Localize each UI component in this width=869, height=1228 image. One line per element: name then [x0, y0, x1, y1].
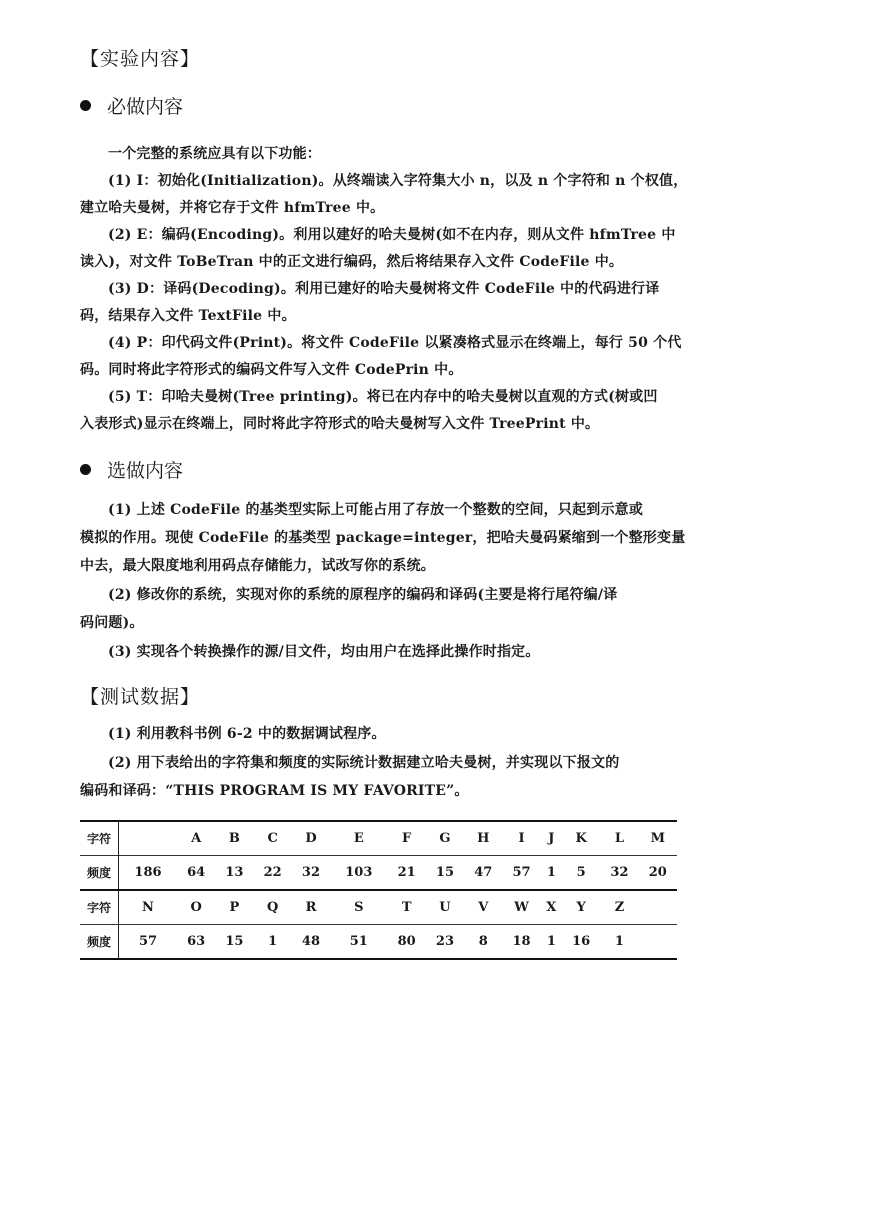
table-cell: C	[254, 821, 292, 856]
table-cell: V	[464, 890, 502, 925]
table-cell: B	[215, 821, 253, 856]
table-cell: 15	[215, 925, 253, 960]
table-cell: 1	[600, 925, 638, 960]
table-cell: 23	[426, 925, 464, 960]
char-header-cell: 字符	[80, 821, 119, 856]
required-line: (5) T：印哈夫曼树(Tree printing)。将已在内存中的哈夫曼树以直观的方式(树或凹	[108, 389, 658, 405]
optional-heading	[80, 456, 183, 483]
bullet-icon	[80, 100, 91, 111]
table-cell: 57	[502, 856, 540, 891]
table-cell	[639, 890, 677, 925]
optional-line: (2) 修改你的系统，实现对你的系统的原程序的编码和译码(主要是将行尾符编/译	[108, 587, 618, 603]
table-cell: 16	[562, 925, 600, 960]
table-cell: 80	[388, 925, 426, 960]
table-cell: S	[330, 890, 387, 925]
optional-line: (3) 实现各个转换操作的源/目文件，均由用户在选择此操作时指定。	[108, 644, 540, 660]
table-cell: 5	[562, 856, 600, 891]
table-cell: A	[177, 821, 215, 856]
table-cell: P	[215, 890, 253, 925]
section-title-content: 【实验内容】	[80, 48, 201, 70]
required-line: (2) E：编码(Encoding)。利用以建好的哈夫曼树(如不在内存，则从文件 hfmTree 中	[108, 227, 676, 243]
table-cell: I	[502, 821, 540, 856]
table-cell: F	[388, 821, 426, 856]
freq-header-cell: 频度	[80, 925, 119, 960]
optional-line: 码问题)。	[80, 615, 144, 631]
table-cell: 186	[119, 856, 177, 891]
required-line: 码。同时将此字符形式的编码文件写入文件 CodePrin 中。	[80, 362, 463, 378]
table-cell	[119, 821, 177, 856]
optional-title: 选做内容	[107, 460, 184, 482]
section-title-test: 【测试数据】	[80, 686, 201, 708]
required-line: (4) P：印代码文件(Print)。将文件 CodeFile 以紧凑格式显示在终端上，每行 50 个代	[108, 335, 682, 351]
table-cell: G	[426, 821, 464, 856]
table-cell: 32	[600, 856, 638, 891]
table-cell: 57	[119, 925, 177, 960]
test-line: (1) 利用教科书例 6-2 中的数据调试程序。	[108, 726, 386, 742]
table-cell: D	[292, 821, 330, 856]
required-line: 入表形式)显示在终端上，同时将此字符形式的哈夫曼树写入文件 TreePrint 中。	[80, 416, 600, 432]
table-cell: 64	[177, 856, 215, 891]
table-cell: E	[330, 821, 387, 856]
table-row	[80, 890, 677, 925]
table-cell: 1	[541, 925, 562, 960]
table-cell: H	[464, 821, 502, 856]
table-cell: K	[562, 821, 600, 856]
optional-line: 模拟的作用。现使 CodeFile 的基类型 package=integer，把哈夫曼码紧缩到一个整形变量	[80, 530, 686, 546]
table-row	[80, 856, 677, 891]
table-cell: 1	[254, 925, 292, 960]
table-cell: N	[119, 890, 177, 925]
table-cell: 63	[177, 925, 215, 960]
table-cell: J	[541, 821, 562, 856]
table-cell: 32	[292, 856, 330, 891]
test-line: (2) 用下表给出的字符集和频度的实际统计数据建立哈夫曼树，并实现以下报文的	[108, 755, 620, 771]
required-line: 读入)，对文件 ToBeTran 中的正文进行编码，然后将结果存入文件 CodeFile 中。	[80, 254, 624, 270]
table-cell: R	[292, 890, 330, 925]
test-line: 编码和译码：“THIS PROGRAM IS MY FAVORITE”。	[80, 783, 469, 799]
table-cell: U	[426, 890, 464, 925]
table-cell: O	[177, 890, 215, 925]
char-header-cell: 字符	[80, 890, 119, 925]
table-cell: 1	[541, 856, 562, 891]
frequency-table	[80, 820, 677, 960]
table-cell: 15	[426, 856, 464, 891]
table-cell: 51	[330, 925, 387, 960]
table-cell: Y	[562, 890, 600, 925]
table-row	[80, 925, 677, 960]
table-cell: L	[600, 821, 638, 856]
table-cell: 20	[639, 856, 677, 891]
required-intro: 一个完整的系统应具有以下功能：	[108, 146, 321, 162]
table-cell: Z	[600, 890, 638, 925]
optional-line: 中去，最大限度地利用码点存储能力，试改写你的系统。	[80, 558, 435, 574]
required-line: (3) D：译码(Decoding)。利用已建好的哈夫曼树将文件 CodeFile 中的代码进行译	[108, 281, 660, 297]
optional-line: (1) 上述 CodeFile 的基类型实际上可能占用了存放一个整数的空间，只起到示意或	[108, 502, 644, 518]
table-cell: 18	[502, 925, 540, 960]
table-cell: 103	[330, 856, 387, 891]
table-cell: T	[388, 890, 426, 925]
table-row	[80, 821, 677, 856]
required-line: 建立哈夫曼树，并将它存于文件 hfmTree 中。	[80, 200, 385, 216]
required-title: 必做内容	[107, 96, 184, 118]
freq-header-cell: 频度	[80, 856, 119, 891]
table-cell: W	[502, 890, 540, 925]
required-line: (1) I：初始化(Initialization)。从终端读入字符集大小 n，以及 n 个字符和 n 个权值，	[108, 173, 688, 189]
table-cell: X	[541, 890, 562, 925]
required-heading	[80, 92, 183, 119]
table-cell	[639, 925, 677, 960]
table-cell: M	[639, 821, 677, 856]
table-cell: 8	[464, 925, 502, 960]
table-cell: 48	[292, 925, 330, 960]
table-cell: Q	[254, 890, 292, 925]
table-cell: 13	[215, 856, 253, 891]
table-cell: 21	[388, 856, 426, 891]
table-cell: 47	[464, 856, 502, 891]
bullet-icon	[80, 464, 91, 475]
required-line: 码，结果存入文件 TextFile 中。	[80, 308, 296, 324]
table-cell: 22	[254, 856, 292, 891]
